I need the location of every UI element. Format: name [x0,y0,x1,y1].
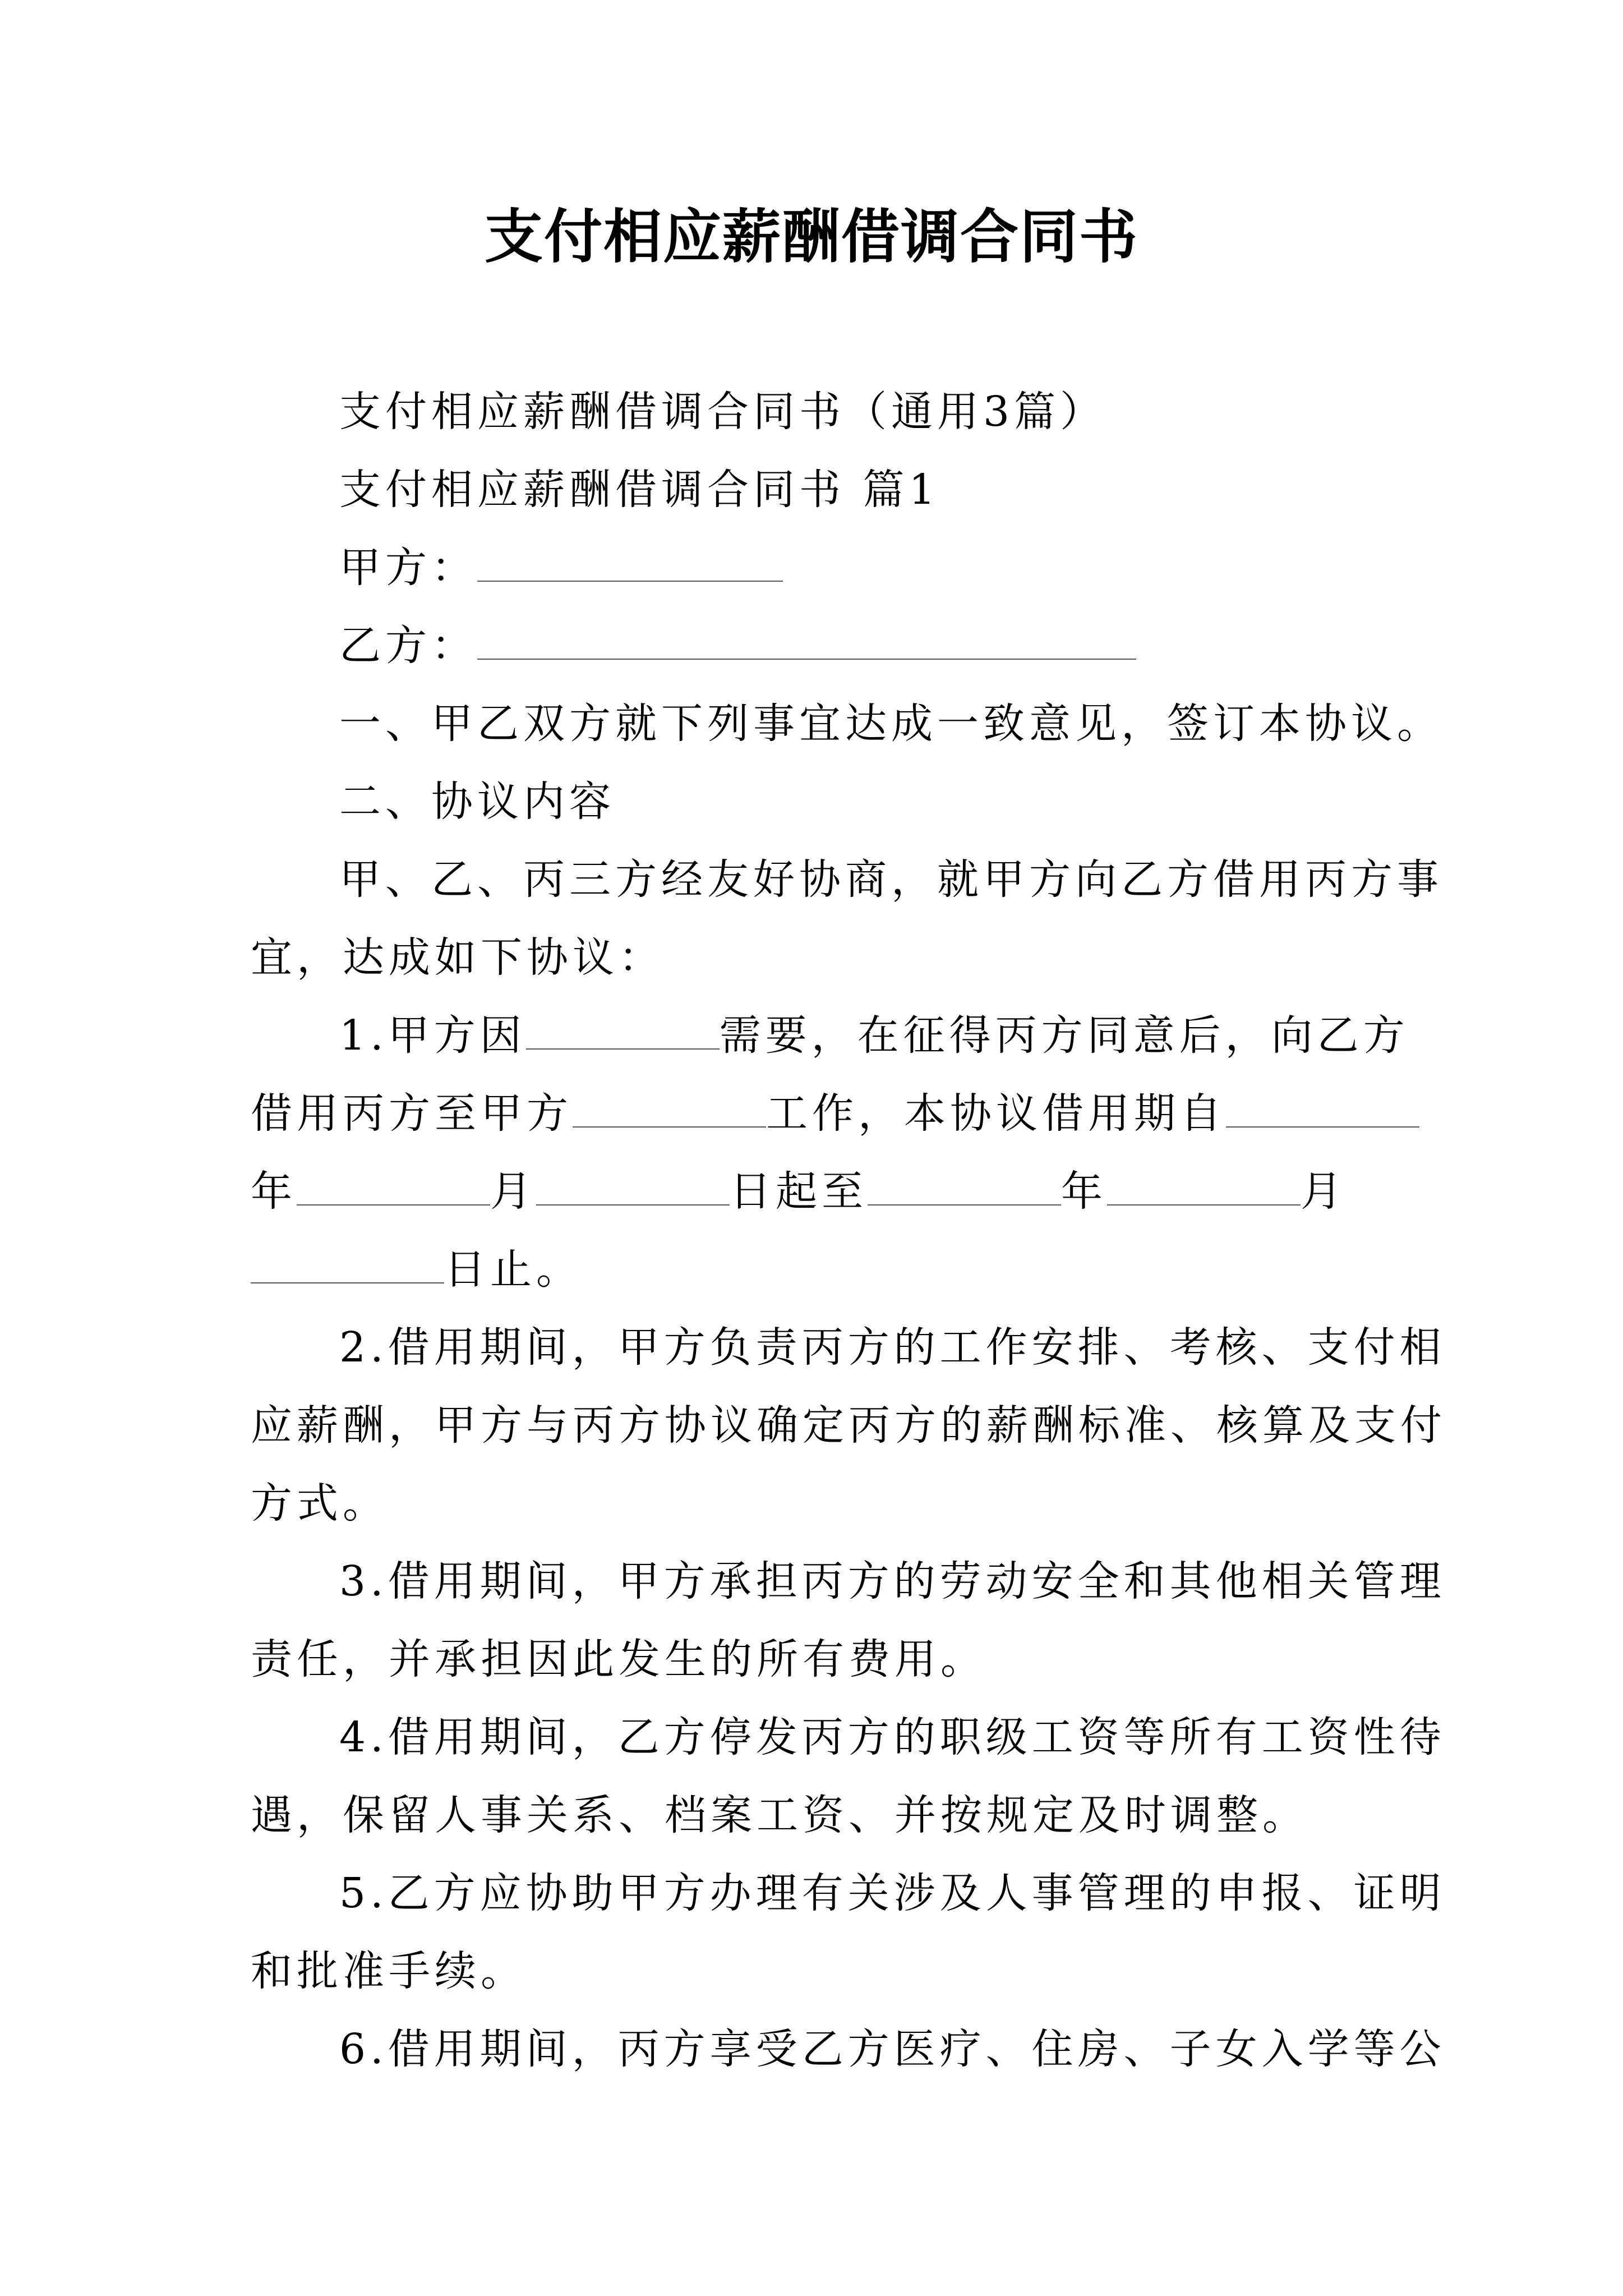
item1-text: 月 [1301,1167,1347,1216]
intro-line-2: 宜，达成如下协议： [251,933,665,982]
item6-line-1: 6.借用期间，丙方享受乙方医疗、住房、子女入学等公 [339,2025,1446,2073]
reason-blank [526,1009,720,1050]
party-b-label: 乙方： [339,622,477,670]
party-a-line [251,529,1400,607]
document-body [251,373,1446,2088]
start-year-blank [1226,1087,1419,1128]
item4-line-2: 遇，保留人事关系、档案工资、并按规定及时调整。 [251,1791,1308,1839]
subtitle: 支付相应薪酬借调合同书（通用3篇） [339,388,1106,436]
document-title: 支付相应薪酬借调合同书 [484,202,1138,271]
item1-text: 1.甲方因 [339,1011,526,1060]
item1-line-3 [251,1153,1400,1231]
start-day-blank [536,1165,730,1205]
item2-line-1: 2.借用期间，甲方负责丙方的工作安排、考核、支付相 [339,1323,1446,1372]
party-a-blank [477,541,783,582]
end-year-blank [868,1165,1061,1205]
item2-line-2: 应薪酬，甲方与丙方协议确定丙方的薪酬标准、核算及支付 [251,1401,1446,1450]
section-heading: 支付相应薪酬借调合同书 篇1 [339,466,940,514]
item1-text: 工作，本协议借用期自 [766,1089,1226,1138]
item1-text: 日止。 [444,1245,582,1294]
item5-line-1: 5.乙方应协助甲方办理有关涉及人事管理的申报、证明 [339,1869,1446,1917]
item1-line-4 [251,1231,1400,1309]
item1-line-1 [251,997,1409,1075]
item1-text: 年 [1061,1167,1107,1216]
intro-line-1: 甲、乙、丙三方经友好协商，就甲方向乙方借用丙方事 [339,855,1443,904]
item1-text: 日起至 [730,1167,868,1216]
item5-line-2: 和批准手续。 [251,1947,527,1995]
party-b-line [251,607,1400,685]
end-day-blank [251,1243,444,1283]
start-month-blank [297,1165,490,1205]
end-month-blank [1107,1165,1301,1205]
item3-line-1: 3.借用期间，甲方承担丙方的劳动安全和其他相关管理 [339,1557,1446,1605]
item1-line-2 [251,1075,1400,1153]
party-a-label: 甲方： [339,544,477,592]
clause-two: 二、协议内容 [339,777,615,826]
item4-line-1: 4.借用期间，乙方停发丙方的职级工资等所有工资性待 [339,1713,1446,1761]
party-b-blank [477,619,1136,660]
item1-text: 月 [490,1167,536,1216]
item1-text: 年 [251,1167,297,1216]
item3-line-2: 责任，并承担因此发生的所有费用。 [251,1635,986,1683]
item2-line-3: 方式。 [251,1479,389,1527]
clause-one: 一、甲乙双方就下列事宜达成一致意见，签订本协议。 [339,700,1443,748]
item1-text: 借用丙方至甲方 [251,1089,573,1138]
item1-text: 需要，在征得丙方同意后，向乙方 [719,1011,1409,1060]
workplace-blank [573,1087,766,1128]
